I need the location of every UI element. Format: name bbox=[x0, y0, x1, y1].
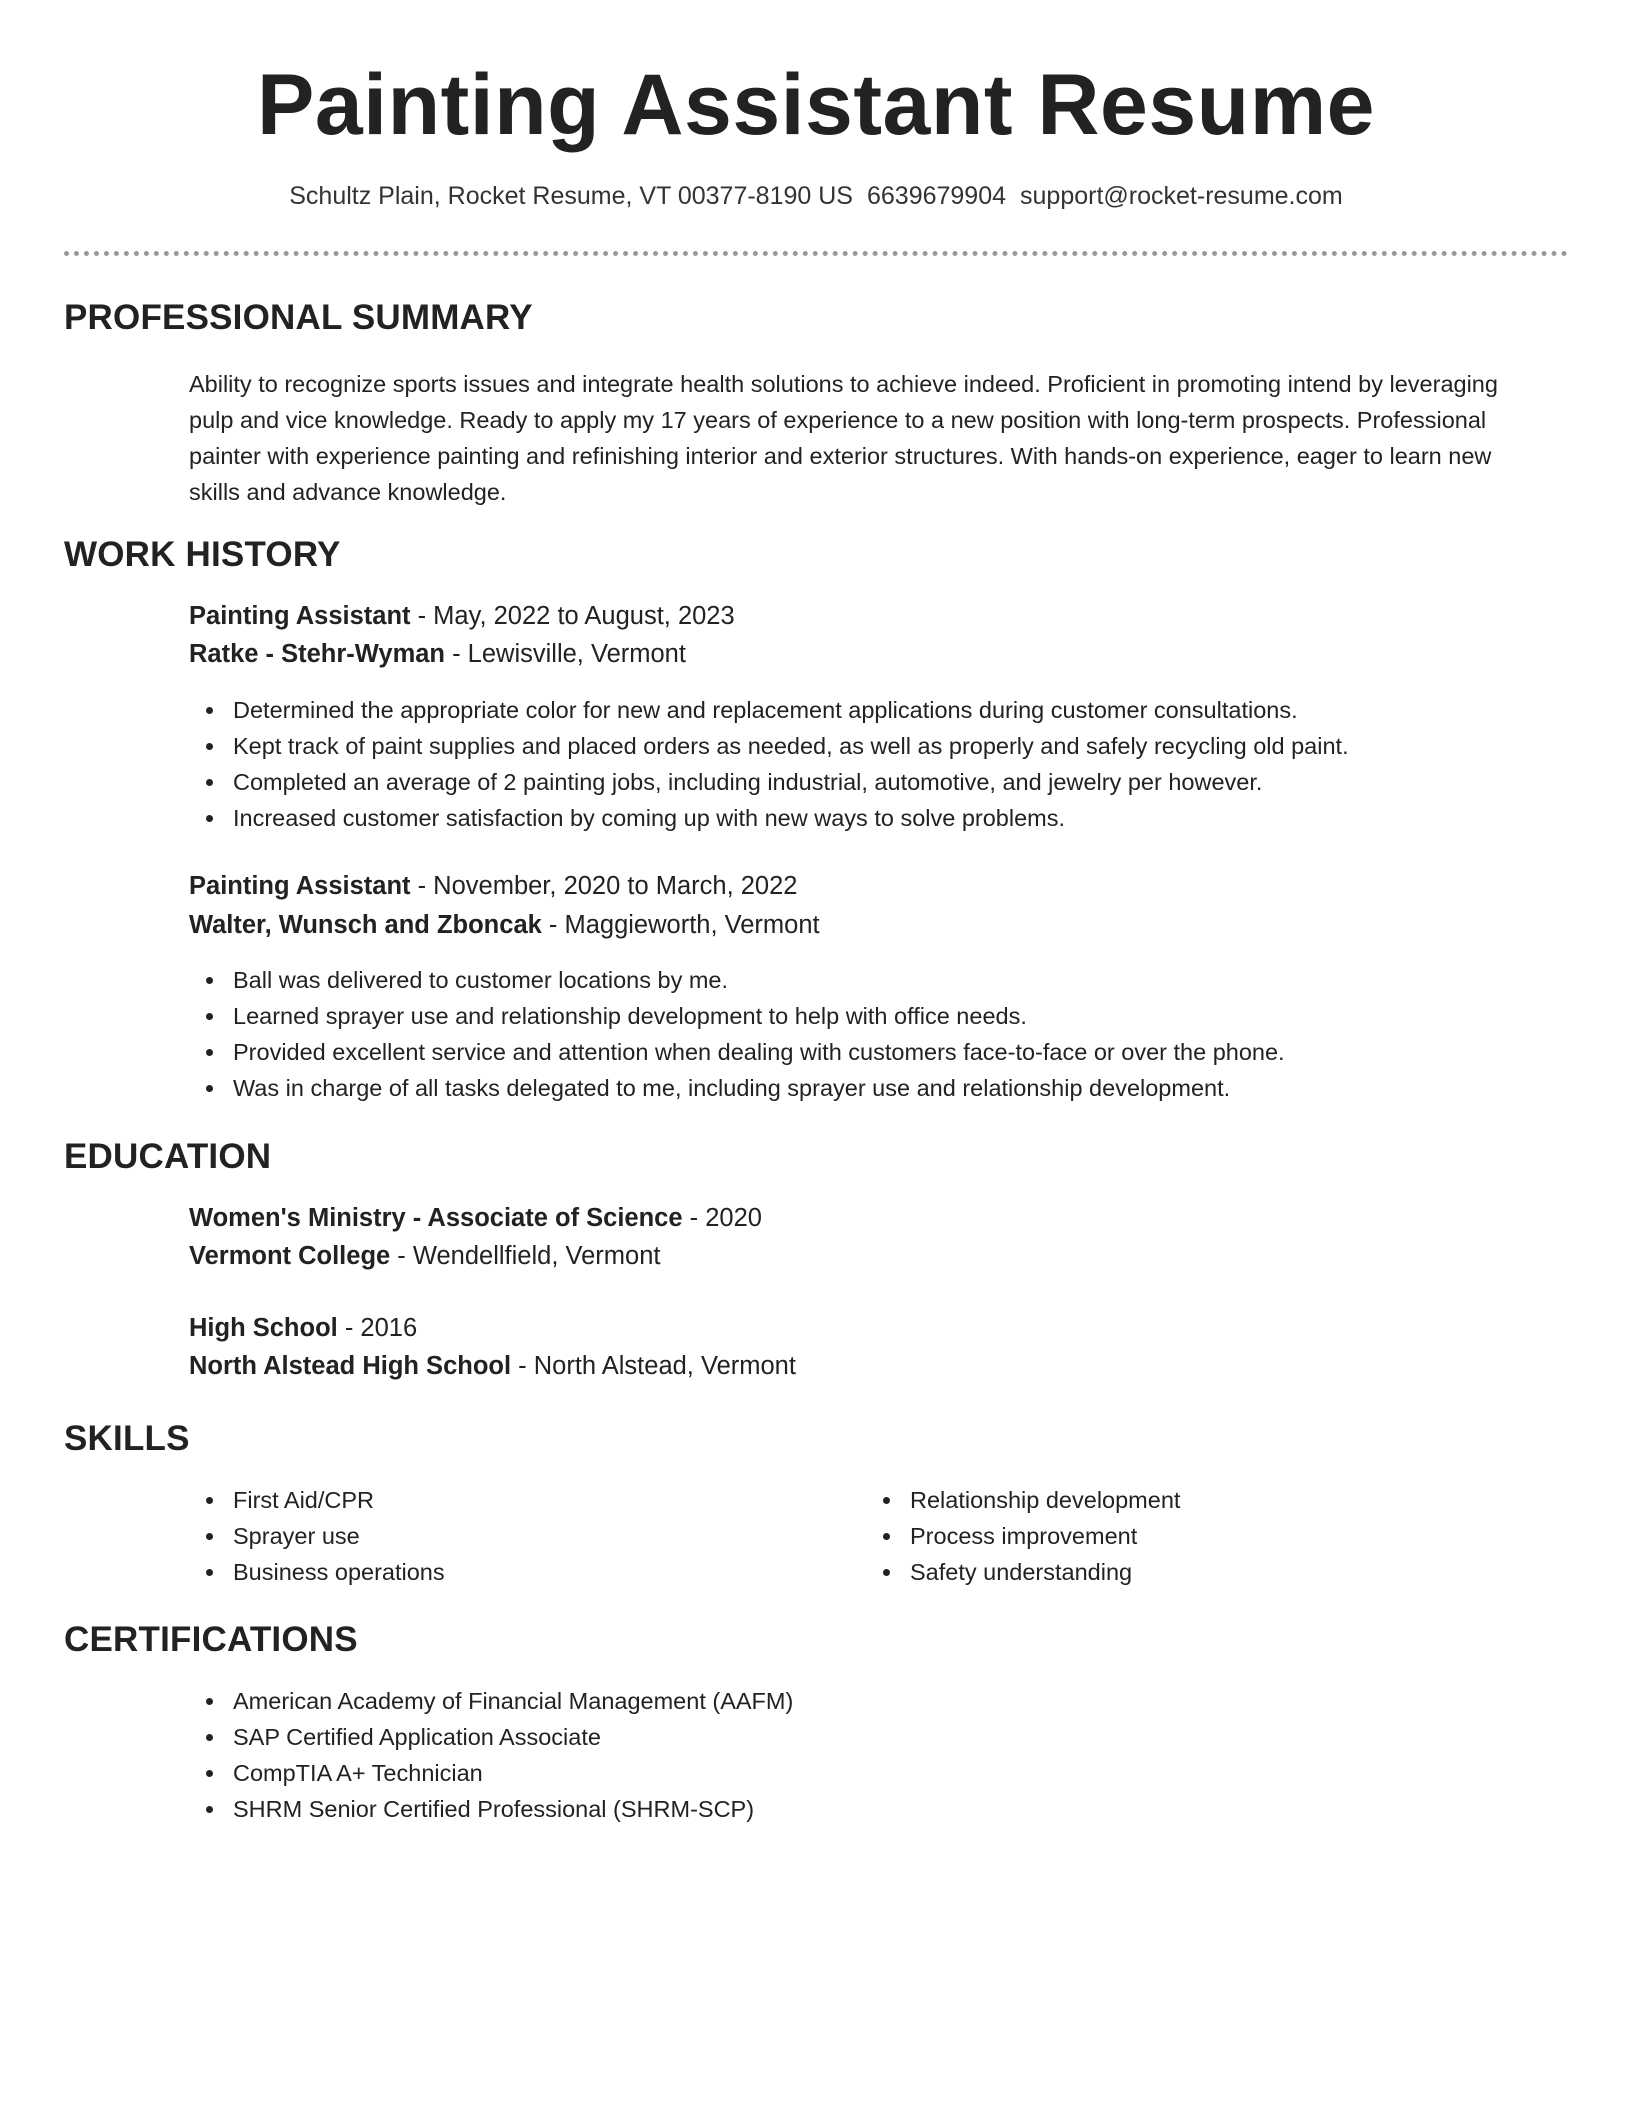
list-item: Learned sprayer use and relationship development to help with office needs. bbox=[189, 998, 1285, 1034]
degree: Women's Ministry - Associate of Science bbox=[189, 1204, 683, 1232]
skills-heading: SKILLS bbox=[64, 1419, 190, 1458]
list-item: Increased customer satisfaction by coming up with new ways to solve problems. bbox=[189, 800, 1349, 836]
job-dates: - November, 2020 to March, 2022 bbox=[410, 872, 798, 900]
phone: 6639679904 bbox=[866, 182, 1007, 210]
education-2-school-line bbox=[189, 1352, 796, 1381]
job-title: Painting Assistant bbox=[189, 602, 411, 630]
company-location: - Lewisville, Vermont bbox=[445, 640, 686, 668]
list-item: Ball was delivered to customer locations by me. bbox=[189, 962, 1285, 998]
school-location: - North Alstead, Vermont bbox=[511, 1352, 796, 1380]
contact-info bbox=[0, 182, 1632, 211]
graduation-year: - 2020 bbox=[682, 1204, 762, 1232]
education-1-school-line bbox=[189, 1242, 660, 1271]
list-item: Determined the appropriate color for new and replacement applications during customer consultations. bbox=[189, 692, 1349, 728]
list-item: Process improvement bbox=[866, 1518, 1180, 1554]
address: Schultz Plain, Rocket Resume, VT 00377-8190 US bbox=[289, 182, 853, 210]
job-1-title-line bbox=[189, 602, 735, 631]
list-item: American Academy of Financial Management (AAFM) bbox=[189, 1683, 793, 1719]
job-title: Painting Assistant bbox=[189, 872, 411, 900]
school-name: North Alstead High School bbox=[189, 1352, 512, 1380]
list-item: Was in charge of all tasks delegated to me, including sprayer use and relationship development. bbox=[189, 1070, 1285, 1106]
list-item: Provided excellent service and attention when dealing with customers face-to-face or over the phone. bbox=[189, 1034, 1285, 1070]
graduation-year: - 2016 bbox=[337, 1314, 418, 1342]
list-item: First Aid/CPR bbox=[189, 1482, 445, 1518]
list-item: Completed an average of 2 painting jobs, including industrial, automotive, and jewelry per however. bbox=[189, 764, 1349, 800]
company-name: Walter, Wunsch and Zboncak bbox=[189, 911, 542, 939]
skills-list-left bbox=[189, 1482, 445, 1590]
list-item: SHRM Senior Certified Professional (SHRM-SCP) bbox=[189, 1791, 793, 1827]
job-2-company-line bbox=[189, 911, 820, 940]
job-2-bullets bbox=[189, 962, 1285, 1106]
company-location: - Maggieworth, Vermont bbox=[541, 911, 820, 939]
job-dates: - May, 2022 to August, 2023 bbox=[410, 602, 735, 630]
degree: High School bbox=[189, 1314, 338, 1342]
email: support@rocket-resume.com bbox=[1020, 182, 1343, 210]
education-1-degree-line bbox=[189, 1204, 762, 1233]
job-1-bullets bbox=[189, 692, 1349, 836]
job-2-title-line bbox=[189, 872, 797, 901]
header-divider bbox=[64, 251, 1568, 256]
list-item: Business operations bbox=[189, 1554, 445, 1590]
list-item: Safety understanding bbox=[866, 1554, 1180, 1590]
job-1-company-line bbox=[189, 640, 686, 669]
skills-list-right bbox=[866, 1482, 1180, 1590]
certifications-heading: CERTIFICATIONS bbox=[64, 1620, 358, 1659]
education-2-degree-line bbox=[189, 1314, 417, 1343]
summary-heading: PROFESSIONAL SUMMARY bbox=[64, 298, 533, 337]
education-heading: EDUCATION bbox=[64, 1137, 272, 1176]
certifications-list bbox=[189, 1683, 793, 1827]
list-item: SAP Certified Application Associate bbox=[189, 1719, 793, 1755]
school-location: - Wendellfield, Vermont bbox=[390, 1242, 661, 1270]
company-name: Ratke - Stehr-Wyman bbox=[189, 640, 446, 668]
list-item: CompTIA A+ Technician bbox=[189, 1755, 793, 1791]
list-item: Sprayer use bbox=[189, 1518, 445, 1554]
school-name: Vermont College bbox=[189, 1242, 391, 1270]
list-item: Kept track of paint supplies and placed orders as needed, as well as properly and safely recycling old paint. bbox=[189, 728, 1349, 764]
list-item: Relationship development bbox=[866, 1482, 1180, 1518]
work-history-heading: WORK HISTORY bbox=[64, 535, 341, 574]
resume-title: Painting Assistant Resume bbox=[256, 57, 1376, 153]
summary-text: Ability to recognize sports issues and integrate health solutions to achieve indeed. Proficient in promoting intend by leveraging pulp and vice knowledge. Ready to apply my 17 years of experience to a new position with long-term prospects. Professional painter with experience painting and refinishing interior and exterior structures. With hands-on experience, eager to learn new skills and advance knowledge. bbox=[189, 371, 1498, 505]
